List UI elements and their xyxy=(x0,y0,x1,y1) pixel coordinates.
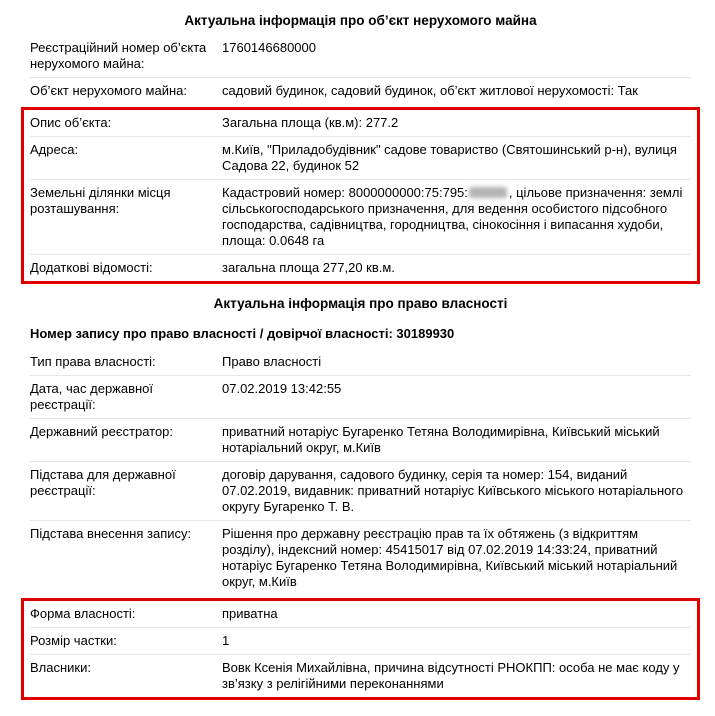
field-value: приватна xyxy=(222,606,278,621)
row-registration-datetime xyxy=(30,375,691,418)
cadastral-number-end: , цільове призначення: землі сільськогосподарського призначення, для ведення особистого підсобного господарства, садівництва, городництва, сінокосіння і випасання худоби, площа: 0.0648 га xyxy=(222,185,683,248)
field-label: Реєстраційний номер об’єкта нерухомого майна: xyxy=(30,40,207,71)
row-ownership-form xyxy=(30,601,691,627)
field-label: Тип права власності: xyxy=(30,354,156,369)
field-label: Додаткові відомості: xyxy=(30,260,153,275)
field-label: Об’єкт нерухомого майна: xyxy=(30,83,187,98)
field-label: Підстава для державної реєстрації: xyxy=(30,467,176,498)
field-value: приватний нотаріус Бугаренко Тетяна Володимирівна, Київський міський нотаріальний округ, м.Київ xyxy=(222,424,660,455)
field-label: Форма власності: xyxy=(30,606,136,621)
field-label: Розмір частки: xyxy=(30,633,117,648)
ownership-rows xyxy=(30,349,691,595)
redacted-cadastral-digits xyxy=(469,187,507,198)
field-label: Адреса: xyxy=(30,142,79,157)
field-value: 1760146680000 xyxy=(222,40,316,55)
field-value: 1 xyxy=(222,633,230,648)
field-value: м.Київ, "Приладобудівник" садове товариство (Святошинський р-н), вулиця Садова 22, будинок 52 xyxy=(222,142,677,173)
field-value: Вовк Ксенія Михайлівна, причина відсутності РНОКПП: особа не має коду у зв’язку з релігійними переконаннями xyxy=(222,660,680,691)
object-rows xyxy=(30,35,691,104)
row-additional-info xyxy=(30,254,691,281)
row-registration-basis xyxy=(30,461,691,520)
object-highlight-box xyxy=(21,107,700,284)
field-value: Рішення про державну реєстрацію прав та їх обтяжень (з відкриттям розділу), індексний номер: 45415017 від 07.02.2019 14:33:24, приватний нотаріус Бугаренко Тетяна Володимирівна, Київський міський нотаріальний округ, м.Київ xyxy=(222,526,678,589)
section-object-title: Актуальна інформація про об’єкт нерухомого майна xyxy=(184,13,537,28)
ownership-highlight-box xyxy=(21,598,700,700)
row-share-size xyxy=(30,627,691,654)
field-label: Дата, час державної реєстрації: xyxy=(30,381,154,412)
field-value: Загальна площа (кв.м): 277.2 xyxy=(222,115,399,130)
field-label: Державний реєстратор: xyxy=(30,424,174,439)
field-value: загальна площа 277,20 кв.м. xyxy=(222,260,395,275)
field-value: договір дарування, садового будинку, серія та номер: 154, виданий 07.02.2019, видавник: приватний нотаріус Київського міського нотаріального округу Бугаренко Т. В. xyxy=(222,467,684,514)
section-ownership xyxy=(30,288,691,700)
ownership-record-number: Номер запису про право власності / довірчої власності: 30189930 xyxy=(30,326,455,341)
field-label: Опис об’єкта: xyxy=(30,115,112,130)
row-state-registrar xyxy=(30,418,691,461)
row-object-type xyxy=(30,77,691,104)
field-label: Підстава внесення запису: xyxy=(30,526,192,541)
field-value: 07.02.2019 13:42:55 xyxy=(222,381,342,396)
row-address xyxy=(30,136,691,179)
field-value xyxy=(222,185,691,249)
row-description xyxy=(30,110,691,136)
row-registration-number xyxy=(30,35,691,77)
field-value: Право власності xyxy=(222,354,322,369)
row-record-basis xyxy=(30,520,691,595)
section-object xyxy=(30,5,691,284)
field-value: садовий будинок, садовий будинок, об’єкт житлової нерухомості: Так xyxy=(222,83,638,98)
row-owners xyxy=(30,654,691,697)
cadastral-number-start: Кадастровий номер: 8000000000:75:795: xyxy=(222,185,468,200)
field-label: Власники: xyxy=(30,660,91,675)
field-label: Земельні ділянки місця розташування: xyxy=(30,185,171,216)
row-land-parcels xyxy=(30,179,691,254)
row-ownership-type xyxy=(30,349,691,375)
section-ownership-title: Актуальна інформація про право власності xyxy=(213,296,508,311)
